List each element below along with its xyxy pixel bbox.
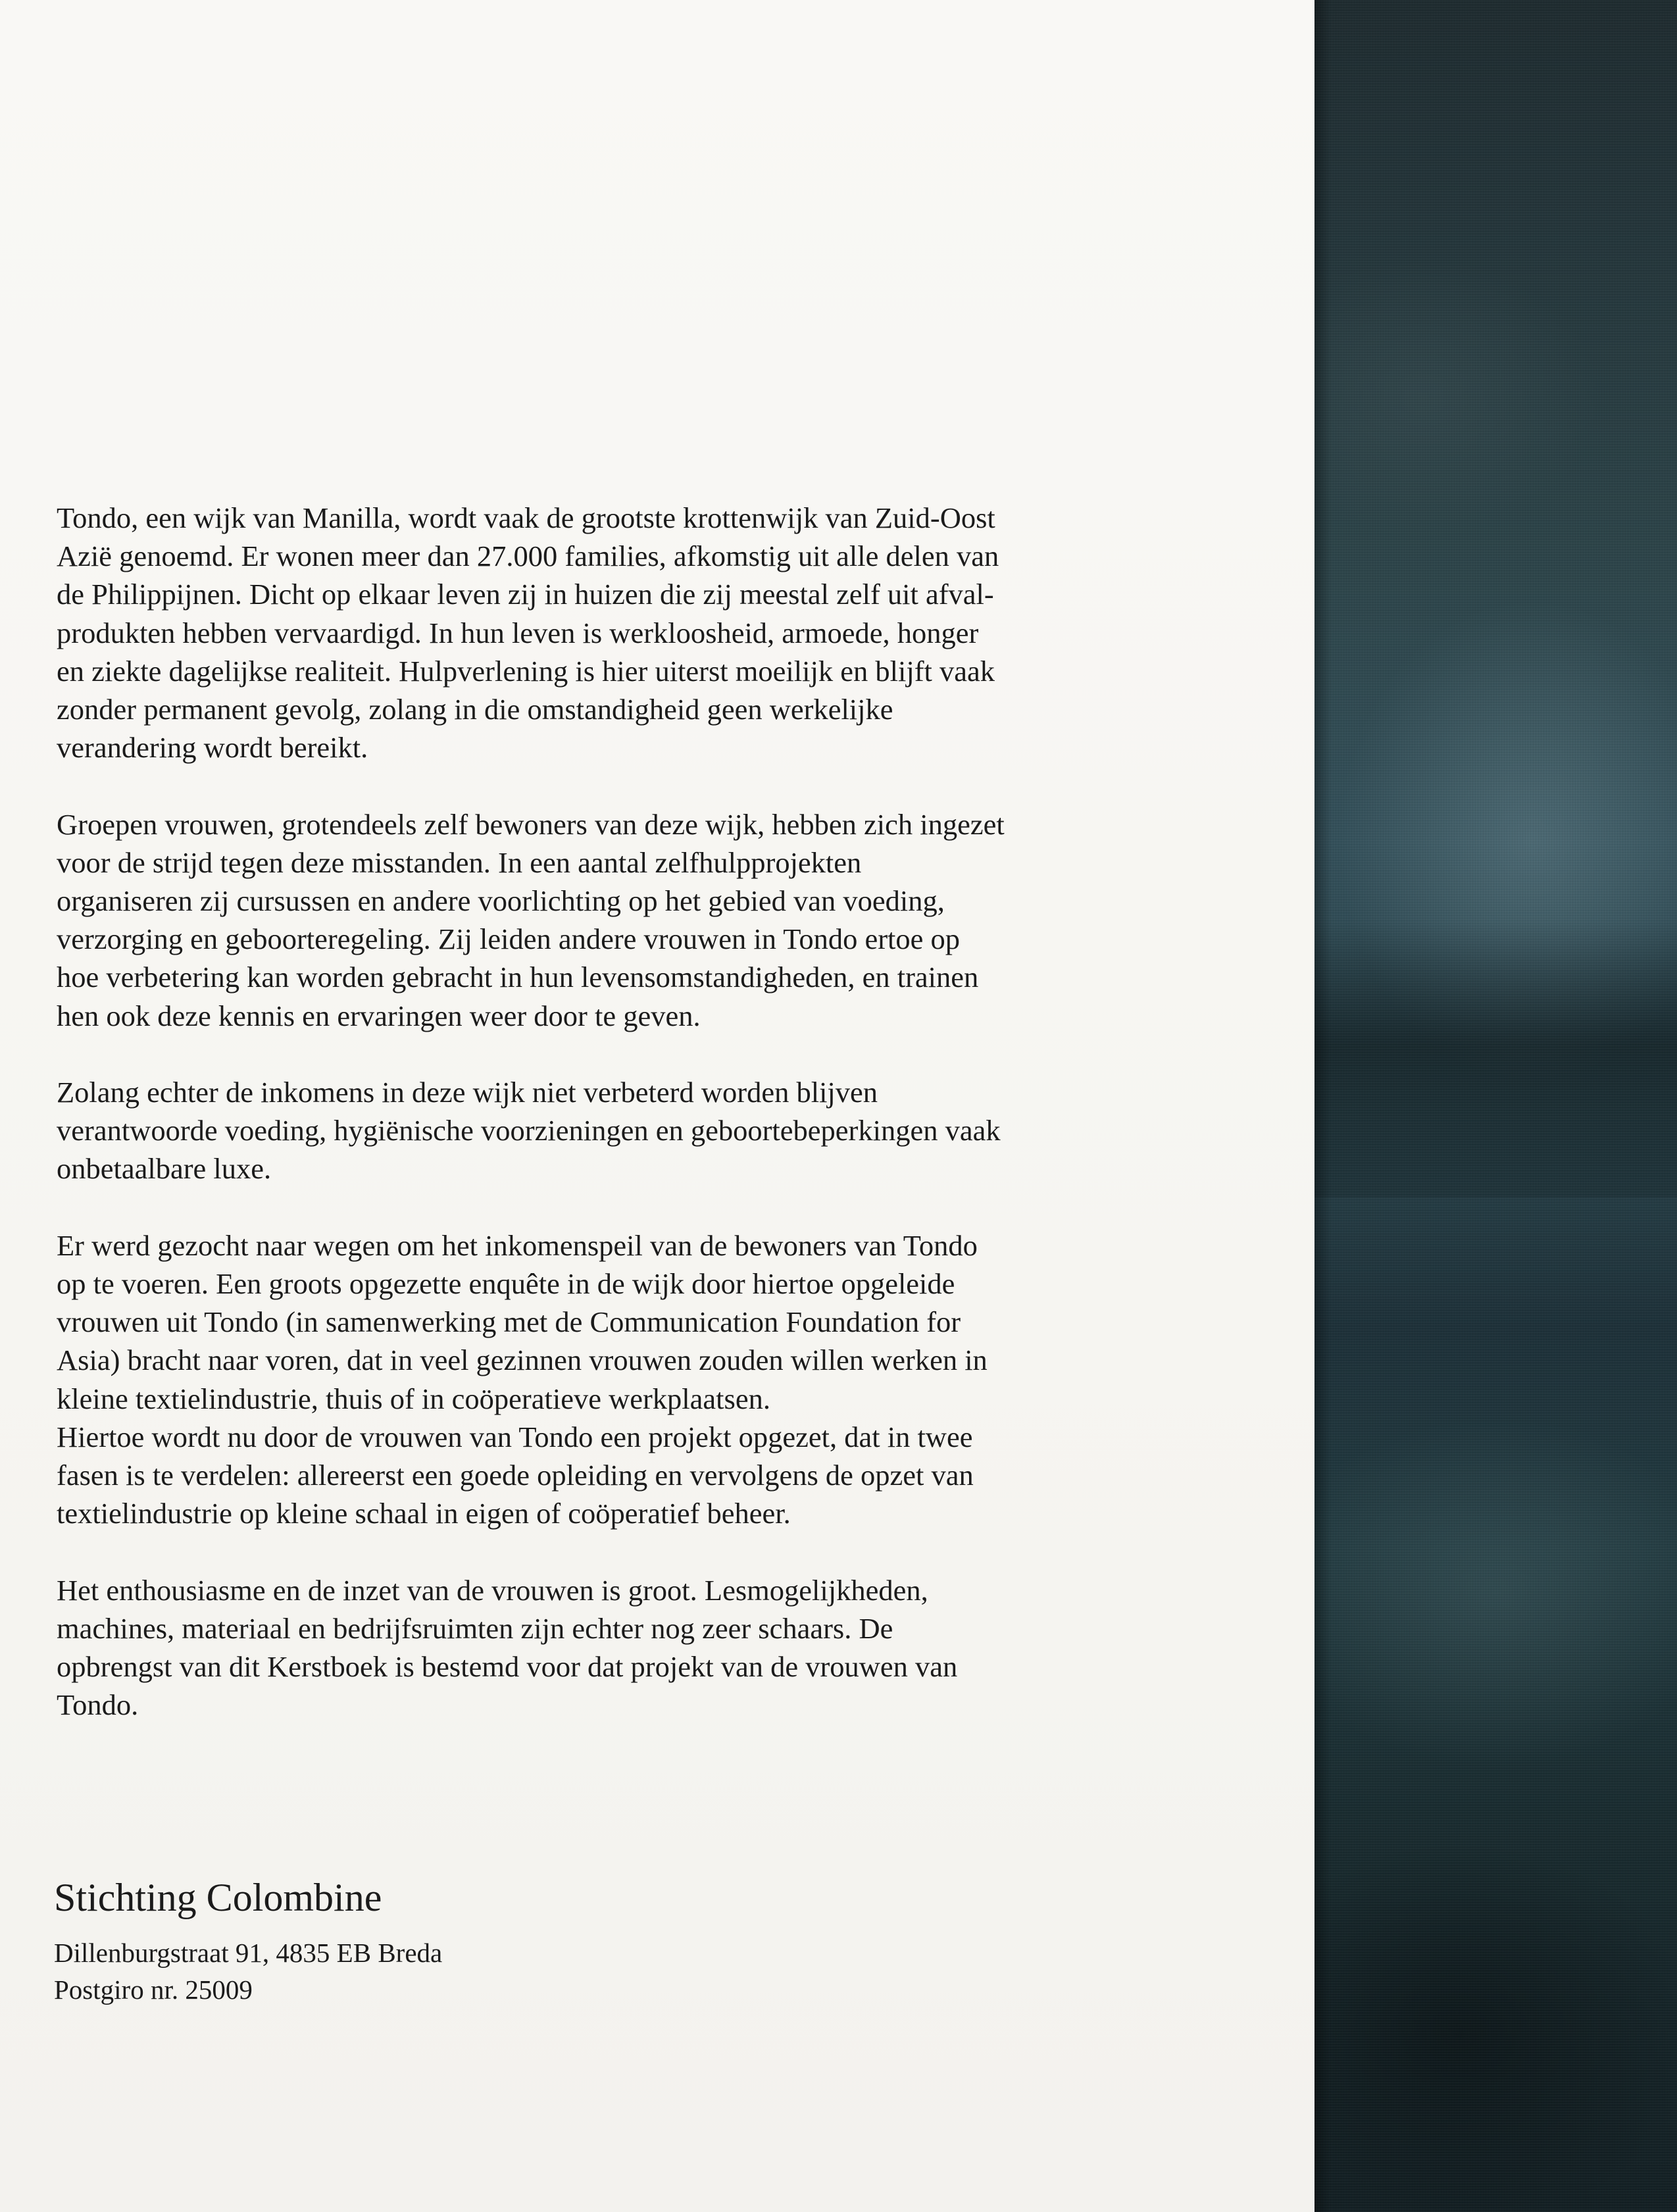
- paragraph-women-groups: Groepen vrouwen, grotendeels zelf bewoners van deze wijk, hebben zich ingezet voor de strijd tegen deze misstanden. In een aantal zelfhulpprojekten organiseren zij cursussen en andere voorlichting op het gebied van voeding, verzorging en geboorteregeling. Zij leiden andere vrouwen in Tondo ertoe op hoe verbetering kan worden gebracht in hun levensomstandigheden, en trainen hen ook deze kennis en ervaringen weer door te geven.: [57, 807, 1005, 1032]
- publisher-block: [54, 1870, 442, 2008]
- canvas-texture: [1314, 0, 1677, 2212]
- body-text: [57, 499, 1293, 1724]
- paragraph-intro: Tondo, een wijk van Manilla, wordt vaak de grootste krottenwijk van Zuid-Oost Azië genoemd. Er wonen meer dan 27.000 families, afkomstig uit alle delen van de Philippijnen. Dicht op elkaar leven zij in huizen die zij meestal zelf uit afval- produkten hebben vervaardigd. In hun leven is werkloosheid, armoede, honger en ziekte dagelijkse realiteit. Hulpverlening is hier uiterst moeilijk en blijft vaak zonder permanent gevolg, zolang in die omstandigheid geen werkelijke verandering wordt bereikt.: [57, 501, 999, 765]
- paragraph-income: Zolang echter de inkomens in deze wijk niet verbeterd worden blijven verantwoorde voeding, hygiënische voorzieningen en geboortebeperkingen vaak onbetaalbare luxe.: [57, 1076, 1001, 1186]
- publisher-name: Stichting Colombine: [54, 1876, 382, 1919]
- painting-panel: [1314, 0, 1677, 2212]
- paragraph-project: Er werd gezocht naar wegen om het inkomenspeil van de bewoners van Tondo op te voeren. Een groots opgezette enquête in de wijk door hiertoe opgeleide vrouwen uit Tondo (in samenwerking met de Communication Foundation for Asia) bracht naar voren, dat in veel gezinnen vrouwen zouden willen werken in kleine textielindustrie, thuis of in coöperatieve werkplaatsen. Hiertoe wordt nu door de vrouwen van Tondo een projekt opgezet, dat in twee fasen is te verdelen: allereerst een goede opleiding en vervolgens de opzet van textielindustrie op kleine schaal in eigen of coöperatief beheer.: [57, 1228, 988, 1530]
- publisher-giro: Postgiro nr. 25009: [54, 1974, 253, 2005]
- paragraph-enthusiasm: Het enthousiasme en de inzet van de vrouwen is groot. Lesmogelijkheden, machines, materiaal en bedrijfsruimten zijn echter nog zeer schaars. De opbrengst van dit Kerstboek is bestemd voor dat projekt van de vrouwen van Tondo.: [57, 1573, 958, 1722]
- panel-edge-shadow: [1314, 0, 1332, 2212]
- publisher-address: Dillenburgstraat 91, 4835 EB Breda: [54, 1938, 443, 1968]
